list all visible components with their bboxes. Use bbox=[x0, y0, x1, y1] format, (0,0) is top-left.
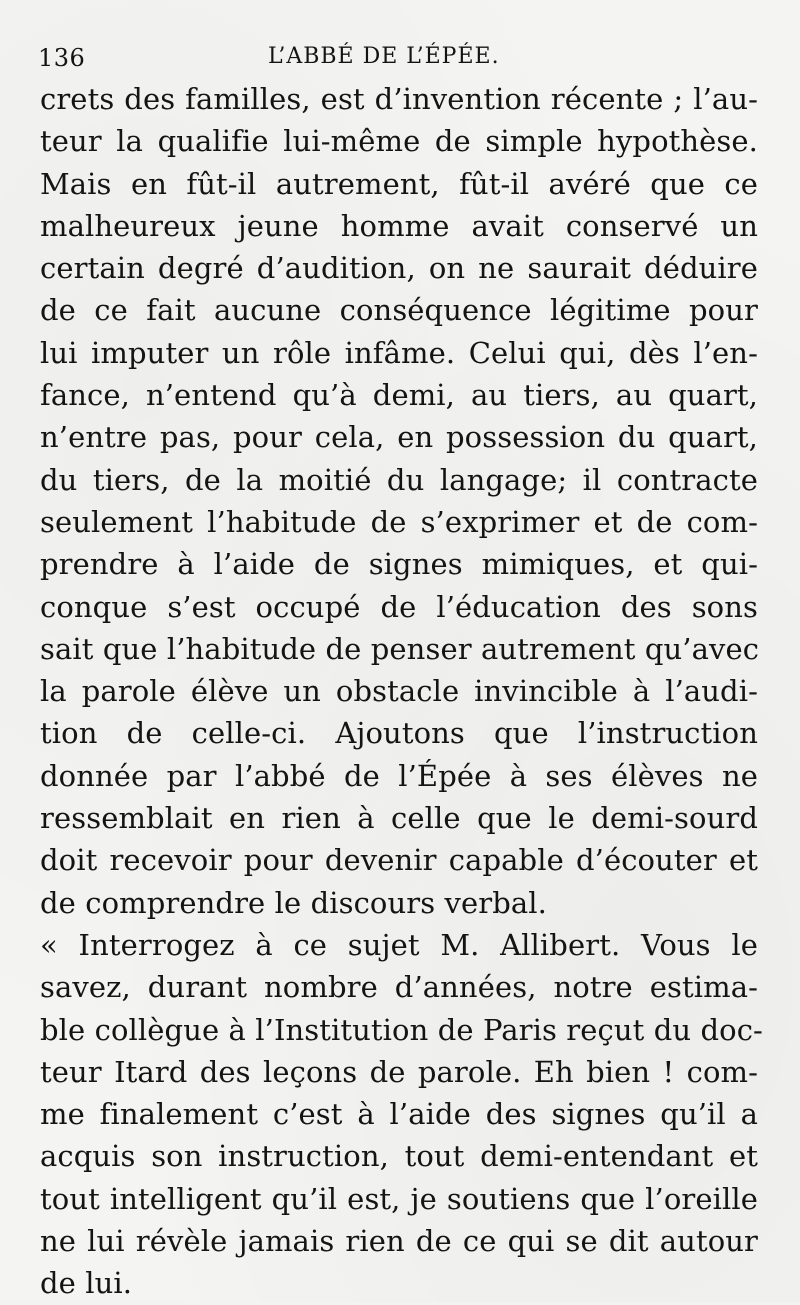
text-line: teur Itard des leçons de parole. Eh bien ! com- bbox=[40, 1054, 758, 1089]
text-line: teur la qualifie lui-même de simple hypothèse. bbox=[40, 124, 758, 159]
page-number: 136 bbox=[38, 44, 86, 72]
page-header bbox=[38, 44, 748, 80]
text-line: sait que l’habitude de penser autrement qu’avec bbox=[40, 631, 760, 666]
text-line: ne lui révèle jamais rien de ce qui se dit autour bbox=[40, 1224, 758, 1259]
text-line: n’entre pas, pour cela, en possession du quart, bbox=[40, 420, 758, 455]
text-line: fance, n’entend qu’à demi, au tiers, au quart, bbox=[40, 378, 758, 413]
text-line: tout intelligent qu’il est, je soutiens que l’oreille bbox=[40, 1181, 758, 1216]
text-line: malheureux jeune homme avait conservé un bbox=[40, 208, 758, 243]
running-head: L’ABBÉ DE L’ÉPÉE. bbox=[268, 44, 500, 69]
text-line: seulement l’habitude de s’exprimer et de com- bbox=[40, 504, 758, 539]
text-line: du tiers, de la moitié du langage; il contracte bbox=[40, 462, 758, 497]
text-line: la parole élève un obstacle invincible à l’audi- bbox=[40, 674, 758, 709]
text-line: ressemblait en rien à celle que le demi-sourd bbox=[40, 801, 758, 836]
text-line: savez, durant nombre d’années, notre estima- bbox=[40, 970, 758, 1005]
text-line: tion de celle-ci. Ajoutons que l’instruction bbox=[40, 716, 758, 751]
text-line: doit recevoir pour devenir capable d’écouter et bbox=[40, 843, 758, 878]
text-line: de ce fait aucune conséquence légitime pour bbox=[40, 293, 758, 328]
text-line: Mais en fût-il autrement, fût-il avéré que ce bbox=[40, 166, 758, 201]
text-line: de comprendre le discours verbal. bbox=[40, 885, 547, 920]
text-line: ble collègue à l’Institution de Paris reçut du doc- bbox=[40, 1012, 763, 1047]
text-line: conque s’est occupé de l’éducation des sons bbox=[40, 589, 758, 624]
body-text bbox=[40, 78, 763, 1305]
text-line: donnée par l’abbé de l’Épée à ses élèves ne bbox=[40, 758, 758, 793]
text-line: de lui. bbox=[40, 1266, 133, 1301]
text-line: crets des familles, est d’invention récente ; l’au- bbox=[40, 82, 758, 116]
text-line: lui imputer un rôle infâme. Celui qui, dès l’en- bbox=[40, 335, 758, 370]
text-line: prendre à l’aide de signes mimiques, et qui- bbox=[40, 547, 758, 582]
text-line: me finalement c’est à l’aide des signes qu’il a bbox=[40, 1097, 758, 1132]
text-line: acquis son instruction, tout demi-entendant et bbox=[40, 1139, 758, 1174]
text-line: « Interrogez à ce sujet M. Allibert. Vous le bbox=[40, 927, 758, 962]
text-line: certain degré d’audition, on ne saurait déduire bbox=[40, 251, 758, 286]
